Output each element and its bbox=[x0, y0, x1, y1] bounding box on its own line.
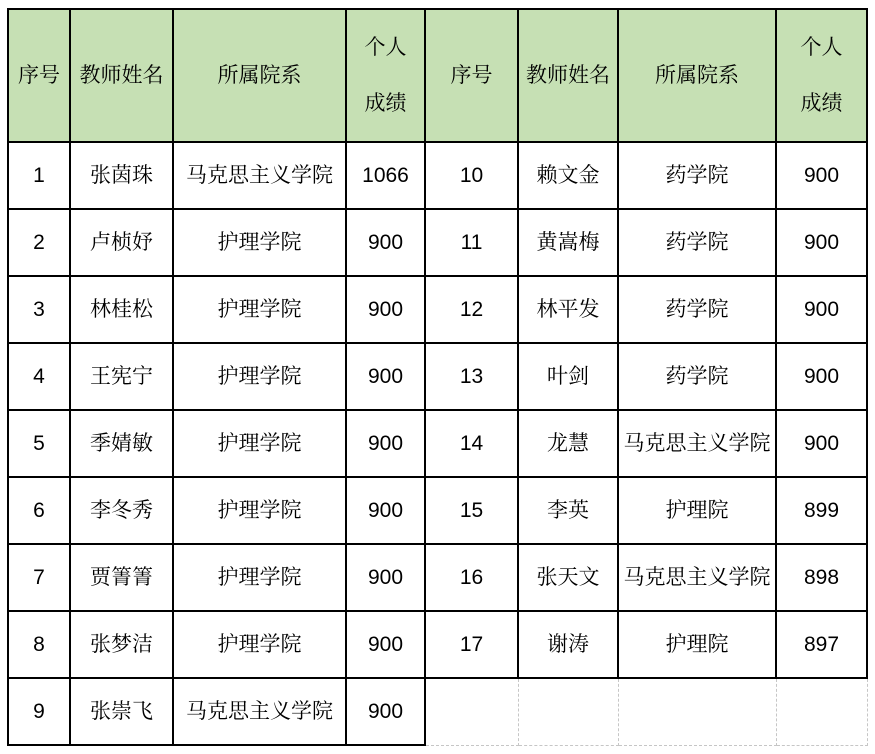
header-index-right[interactable]: 序号 bbox=[426, 10, 519, 143]
cell-name[interactable]: 李冬秀 bbox=[71, 478, 174, 545]
cell-dept[interactable]: 护理学院 bbox=[174, 478, 347, 545]
cell-name[interactable]: 张茵珠 bbox=[71, 143, 174, 210]
cell-name[interactable]: 林平发 bbox=[519, 277, 619, 344]
cell-dept[interactable]: 护理学院 bbox=[174, 411, 347, 478]
header-score-line1: 个人 bbox=[364, 36, 407, 60]
cell-name[interactable]: 季婧敏 bbox=[71, 411, 174, 478]
cell-index[interactable]: 4 bbox=[9, 344, 71, 411]
cell-name[interactable]: 林桂松 bbox=[71, 277, 174, 344]
cell-score[interactable]: 898 bbox=[777, 545, 868, 612]
cell-index[interactable]: 9 bbox=[9, 679, 71, 746]
cell-dept[interactable]: 护理学院 bbox=[174, 612, 347, 679]
cell-name[interactable]: 李英 bbox=[519, 478, 619, 545]
cell-dept[interactable]: 护理学院 bbox=[174, 344, 347, 411]
cell-score[interactable]: 900 bbox=[777, 411, 868, 478]
cell-name[interactable]: 龙慧 bbox=[519, 411, 619, 478]
cell-dept[interactable]: 药学院 bbox=[619, 344, 777, 411]
cell-score[interactable]: 900 bbox=[347, 344, 426, 411]
cell-index[interactable]: 12 bbox=[426, 277, 519, 344]
cell-dept[interactable]: 护理学院 bbox=[174, 277, 347, 344]
cell-index[interactable]: 17 bbox=[426, 612, 519, 679]
cell-score[interactable]: 900 bbox=[347, 612, 426, 679]
cell-dept[interactable]: 药学院 bbox=[619, 277, 777, 344]
cell-score[interactable]: 900 bbox=[347, 679, 426, 746]
cell-index[interactable]: 13 bbox=[426, 344, 519, 411]
cell-index[interactable]: 2 bbox=[9, 210, 71, 277]
cell-index[interactable]: 11 bbox=[426, 210, 519, 277]
header-name-left[interactable]: 教师姓名 bbox=[71, 10, 174, 143]
cell-score[interactable]: 900 bbox=[777, 344, 868, 411]
cell-score[interactable]: 900 bbox=[777, 210, 868, 277]
cell-index[interactable]: 16 bbox=[426, 545, 519, 612]
cell-dept[interactable]: 马克思主义学院 bbox=[619, 545, 777, 612]
cell-index[interactable]: 3 bbox=[9, 277, 71, 344]
cell-score[interactable]: 900 bbox=[347, 478, 426, 545]
cell-index[interactable]: 10 bbox=[426, 143, 519, 210]
cell-index[interactable]: 6 bbox=[9, 478, 71, 545]
header-name-right[interactable]: 教师姓名 bbox=[519, 10, 619, 143]
cell-index[interactable]: 1 bbox=[9, 143, 71, 210]
cell-name[interactable]: 黄嵩梅 bbox=[519, 210, 619, 277]
cell-dept[interactable]: 护理院 bbox=[619, 612, 777, 679]
cell-name[interactable]: 张崇飞 bbox=[71, 679, 174, 746]
cell-name[interactable]: 贾箐箐 bbox=[71, 545, 174, 612]
cell-score[interactable]: 897 bbox=[777, 612, 868, 679]
cell-dept[interactable]: 护理院 bbox=[619, 478, 777, 545]
cell-dept[interactable]: 药学院 bbox=[619, 143, 777, 210]
cell-score[interactable]: 900 bbox=[347, 277, 426, 344]
header-score-line1: 个人 bbox=[800, 36, 843, 60]
header-score-line2: 成绩 bbox=[800, 91, 843, 115]
cell-score[interactable]: 1066 bbox=[347, 143, 426, 210]
cell-dept[interactable]: 护理学院 bbox=[174, 545, 347, 612]
header-score-right[interactable] bbox=[777, 10, 868, 143]
header-score-left[interactable] bbox=[347, 10, 426, 143]
empty-cell[interactable] bbox=[519, 679, 619, 746]
cell-name[interactable]: 卢桢妤 bbox=[71, 210, 174, 277]
cell-index[interactable]: 5 bbox=[9, 411, 71, 478]
cell-name[interactable]: 张天文 bbox=[519, 545, 619, 612]
cell-score[interactable]: 900 bbox=[777, 277, 868, 344]
cell-index[interactable]: 8 bbox=[9, 612, 71, 679]
cell-dept[interactable]: 马克思主义学院 bbox=[174, 143, 347, 210]
cell-score[interactable]: 899 bbox=[777, 478, 868, 545]
cell-name[interactable]: 王宪宁 bbox=[71, 344, 174, 411]
cell-dept[interactable]: 药学院 bbox=[619, 210, 777, 277]
empty-cell[interactable] bbox=[619, 679, 777, 746]
cell-index[interactable]: 14 bbox=[426, 411, 519, 478]
header-dept-right[interactable]: 所属院系 bbox=[619, 10, 777, 143]
cell-name[interactable]: 张梦洁 bbox=[71, 612, 174, 679]
empty-cell[interactable] bbox=[777, 679, 868, 746]
cell-score[interactable]: 900 bbox=[347, 210, 426, 277]
cell-dept[interactable]: 马克思主义学院 bbox=[174, 679, 347, 746]
cell-index[interactable]: 7 bbox=[9, 545, 71, 612]
header-dept-left[interactable]: 所属院系 bbox=[174, 10, 347, 143]
cell-name[interactable]: 赖文金 bbox=[519, 143, 619, 210]
cell-name[interactable]: 叶剑 bbox=[519, 344, 619, 411]
cell-score[interactable]: 900 bbox=[347, 545, 426, 612]
cell-index[interactable]: 15 bbox=[426, 478, 519, 545]
empty-cell[interactable] bbox=[426, 679, 519, 746]
cell-name[interactable]: 谢涛 bbox=[519, 612, 619, 679]
header-score-line2: 成绩 bbox=[364, 91, 407, 115]
score-table bbox=[7, 8, 868, 746]
cell-score[interactable]: 900 bbox=[777, 143, 868, 210]
cell-score[interactable]: 900 bbox=[347, 411, 426, 478]
header-index-left[interactable]: 序号 bbox=[9, 10, 71, 143]
cell-dept[interactable]: 护理学院 bbox=[174, 210, 347, 277]
cell-dept[interactable]: 马克思主义学院 bbox=[619, 411, 777, 478]
